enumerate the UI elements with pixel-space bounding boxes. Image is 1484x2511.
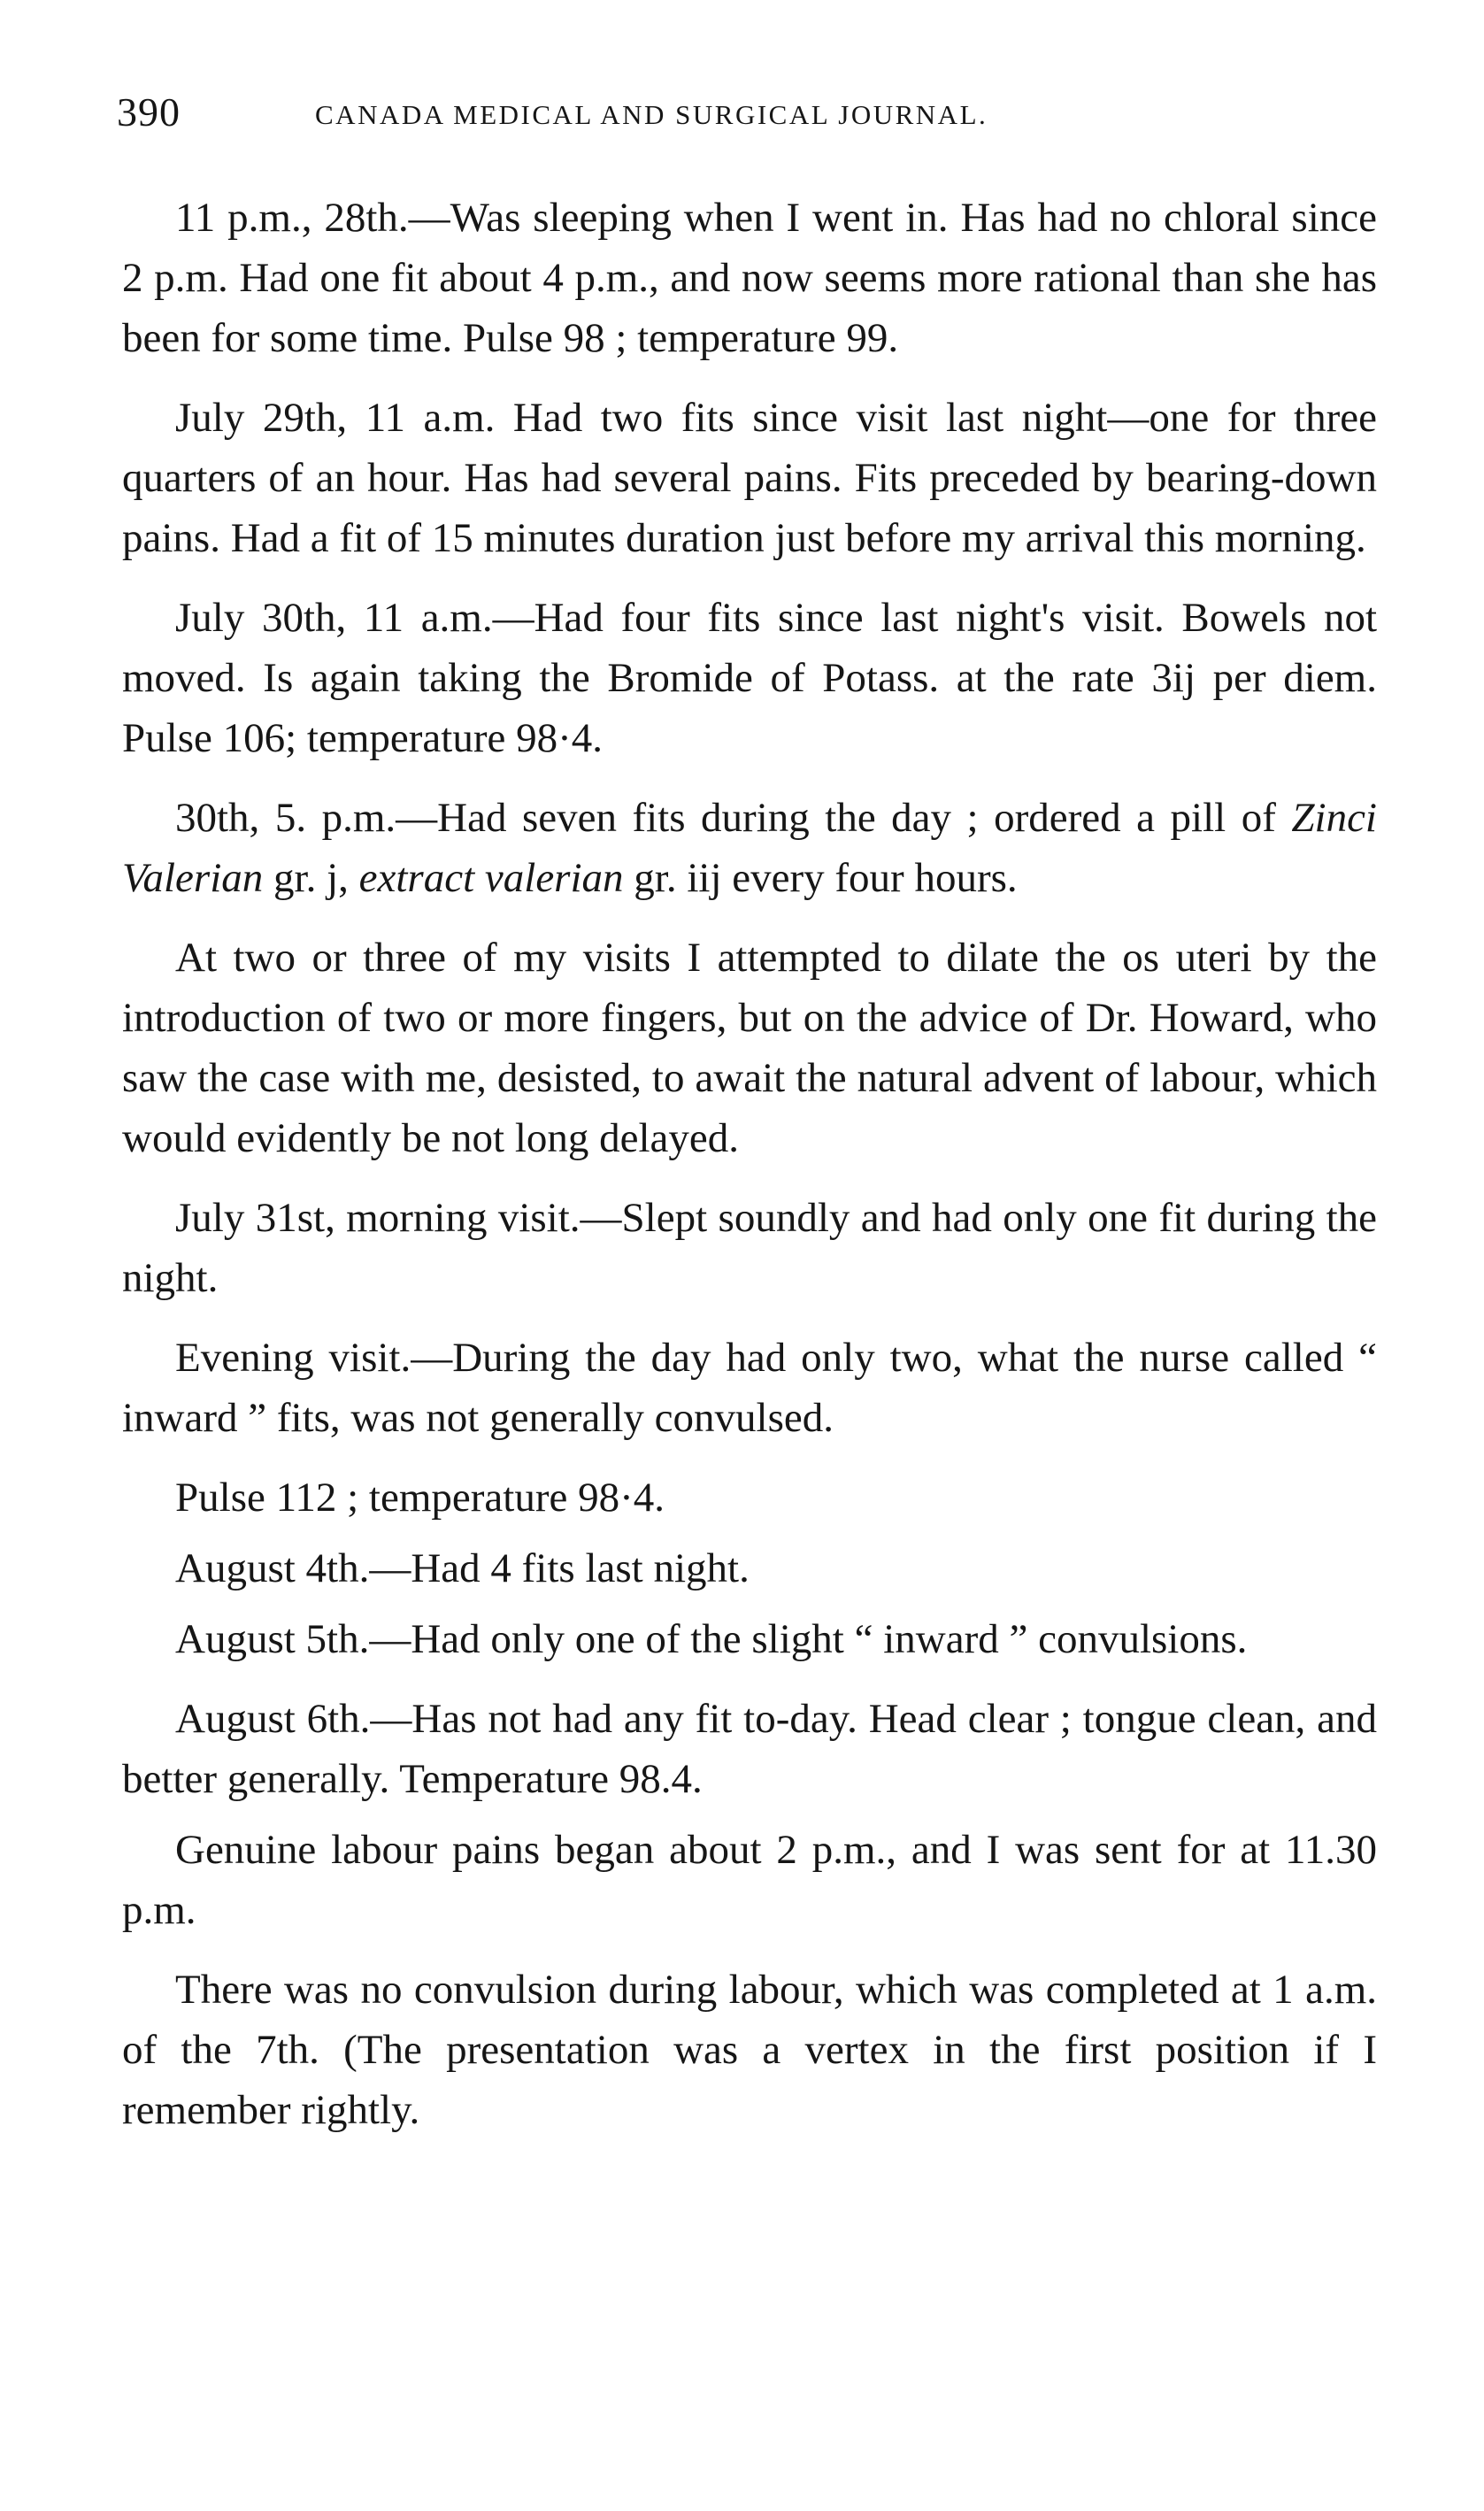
paragraph-no-convulsion: There was no convulsion during labour, which was completed at 1 a.m. of the 7th. (The presentation was a vertex in the first position if I remember rightly. [122,1967,1377,2133]
paragraph-30th-text-c: gr. iij every four hours. [623,855,1018,901]
paragraph-august-6th: August 6th.—Has not had any fit to-day. Head clear ; tongue clean, and better generally. Temperature 98.4. [122,1696,1377,1802]
paragraph-labour-pains: Genuine labour pains began about 2 p.m., and I was sent for at 11.30 p.m. [122,1827,1377,1933]
paragraph-august-5th: August 5th.—Had only one of the slight “ inward ” convulsions. [175,1616,1248,1662]
paragraph-dilation-attempt: At two or three of my visits I attempted to dilate the os uteri by the introduction of two or more fingers, but on the advice of Dr. Howard, who saw the case with me, desisted, to await the natural advent of labour, which would evidently be not long delayed. [122,935,1377,1161]
drug-name-extract-valerian: extract valerian [358,855,624,901]
paragraph-july-29th: July 29th, 11 a.m. Had two fits since visit last night—one for three quarters of an hour. Has had several pains. Fits preceded by bearing-down pains. Had a fit of 15 minutes duration just before my arrival this morning. [122,395,1377,561]
paragraph-30th-text-a: 30th, 5. p.m.—Had seven fits during the day ; ordered a pill of [175,795,1292,841]
paragraph-30th-5pm [122,788,1377,908]
paragraph-30th-text-b: gr. j, [263,855,359,901]
paragraph-28th-11pm: 11 p.m., 28th.—Was sleeping when I went in. Has had no chloral since 2 p.m. Had one fit about 4 p.m., and now seems more rational than she has been for some time. Pulse 98 ; temperature 99. [122,195,1377,361]
paragraph-august-4th: August 4th.—Had 4 fits last night. [175,1545,750,1591]
drug-name-zinci-valerian: Zinci Valerian [122,795,1377,901]
article-body [122,188,1377,2160]
page-number: 390 [117,89,181,135]
paragraph-july-31st: July 31st, morning visit.—Slept soundly and had only one fit during the night. [122,1195,1377,1301]
paragraph-july-30th: July 30th, 11 a.m.—Had four fits since last night's visit. Bowels not moved. Is again taking the Bromide of Potass. at the rate 3ij per diem. Pulse 106; temperature 98·4. [122,595,1377,761]
running-head [117,89,1373,142]
paragraph-pulse-temperature: Pulse 112 ; temperature 98·4. [175,1475,665,1521]
paragraph-evening-visit: Evening visit.—During the day had only two, what the nurse called “ inward ” fits, was not generally convulsed. [122,1335,1377,1441]
journal-title: CANADA MEDICAL AND SURGICAL JOURNAL. [315,99,988,130]
